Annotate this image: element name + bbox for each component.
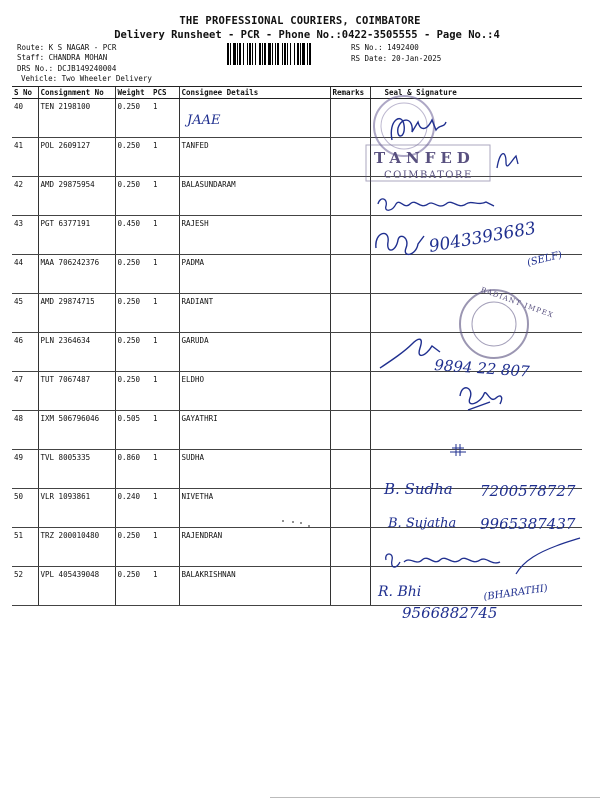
cell-consignment: TUT 7067487: [38, 372, 115, 411]
cell-weight: 0.250: [115, 528, 151, 567]
cell-consignment: AMD 29875954: [38, 177, 115, 216]
cell-remarks: [330, 138, 370, 177]
handwritten-phone-row52: 9566882745: [402, 604, 498, 622]
cell-remarks: [330, 255, 370, 294]
col-header-signature: Seal & Signature: [370, 87, 582, 99]
cell-consignment: POL 2609127: [38, 138, 115, 177]
cell-weight: 0.860: [115, 450, 151, 489]
cell-consignment: TEN 2198100: [38, 99, 115, 138]
cell-pcs: 1: [151, 372, 179, 411]
vehicle-label: Vehicle: Two Wheeler Delivery: [21, 74, 152, 83]
cell-sno: 45: [12, 294, 38, 333]
handwritten-self-note: (SELF): [526, 249, 564, 269]
cell-remarks: [330, 294, 370, 333]
table-row: [12, 567, 582, 606]
cell-consignment: PGT 6377191: [38, 216, 115, 255]
cell-signature: [370, 99, 582, 138]
handwritten-signature-row50: B. Sujatha: [388, 516, 457, 531]
col-header-consignment: Consignment No: [38, 87, 115, 99]
table-row: [12, 216, 582, 255]
cell-signature: [370, 138, 582, 177]
cell-sno: 51: [12, 528, 38, 567]
cell-consignment: MAA 706242376: [38, 255, 115, 294]
cell-weight: 0.250: [115, 177, 151, 216]
cell-pcs: 1: [151, 528, 179, 567]
runsheet-table: [12, 86, 582, 606]
cell-remarks: [330, 567, 370, 606]
cell-signature: [370, 216, 582, 255]
cell-weight: 0.250: [115, 333, 151, 372]
cell-weight: 0.250: [115, 255, 151, 294]
tanfed-stamp-city: COIMBATORE: [384, 170, 473, 181]
handwritten-phone-row46: 9894 22 807: [433, 356, 531, 381]
company-title: THE PROFESSIONAL COURIERS, COIMBATORE: [179, 15, 421, 27]
cell-consignee: RAJESH: [179, 216, 330, 255]
cell-sno: 48: [12, 411, 38, 450]
cell-remarks: [330, 489, 370, 528]
cell-signature: [370, 255, 582, 294]
cell-consignee: BALAKRISHNAN: [179, 567, 330, 606]
cell-pcs: 1: [151, 255, 179, 294]
cell-pcs: 1: [151, 450, 179, 489]
table-row: [12, 255, 582, 294]
cell-consignee: ELDHO: [179, 372, 330, 411]
cell-pcs: 1: [151, 138, 179, 177]
table-row: [12, 450, 582, 489]
cell-consignment: PLN 2364634: [38, 333, 115, 372]
cell-consignee: RAJENDRAN: [179, 528, 330, 567]
cell-signature: [370, 294, 582, 333]
table-row: [12, 372, 582, 411]
cell-signature: [370, 411, 582, 450]
cell-pcs: 1: [151, 99, 179, 138]
table-row: [12, 528, 582, 567]
cell-remarks: [330, 177, 370, 216]
barcode: [227, 43, 342, 65]
table-row: [12, 138, 582, 177]
cell-weight: 0.450: [115, 216, 151, 255]
handwritten-name-row52: (BHARATHI): [482, 583, 549, 603]
cell-consignment: TVL 8005335: [38, 450, 115, 489]
cell-consignment: VLR 1093861: [38, 489, 115, 528]
cell-remarks: [330, 333, 370, 372]
cell-sno: 41: [12, 138, 38, 177]
handwritten-signature-row52: R. Bhi: [378, 584, 422, 600]
table-row: [12, 99, 582, 138]
cell-remarks: [330, 372, 370, 411]
rs-number: RS No.: 1492400: [351, 43, 419, 52]
cell-weight: 0.250: [115, 567, 151, 606]
cell-sno: 44: [12, 255, 38, 294]
col-header-consignee: Consignee Details: [179, 87, 330, 99]
cell-consignee: SUDHA: [179, 450, 330, 489]
handwritten-phone-row49: 7200578727: [480, 482, 576, 500]
cell-sno: 49: [12, 450, 38, 489]
cell-pcs: 1: [151, 216, 179, 255]
col-header-sno: S No: [12, 87, 38, 99]
cell-weight: 0.240: [115, 489, 151, 528]
cell-weight: 0.250: [115, 99, 151, 138]
cell-remarks: [330, 528, 370, 567]
staff-label: Staff: CHANDRA MOHAN: [17, 53, 108, 62]
handwritten-phone-row43: 9043393683: [427, 218, 538, 257]
cell-remarks: [330, 99, 370, 138]
table-row: [12, 177, 582, 216]
cell-consignee: [179, 99, 330, 138]
cell-consignment: VPL 405439048: [38, 567, 115, 606]
col-header-remarks: Remarks: [330, 87, 370, 99]
handwritten-phone-row50: 9965387437: [480, 515, 576, 533]
cell-consignment: AMD 29874715: [38, 294, 115, 333]
cell-sno: 47: [12, 372, 38, 411]
route-label: Route: K S NAGAR - PCR: [17, 43, 117, 52]
cell-sno: 50: [12, 489, 38, 528]
cell-sno: 40: [12, 99, 38, 138]
cell-pcs: 1: [151, 294, 179, 333]
cell-weight: 0.505: [115, 411, 151, 450]
cell-pcs: 1: [151, 489, 179, 528]
cell-consignment: TRZ 200010480: [38, 528, 115, 567]
table-row: [12, 333, 582, 372]
cell-consignee: GAYATHRI: [179, 411, 330, 450]
cell-remarks: [330, 411, 370, 450]
cell-pcs: 1: [151, 177, 179, 216]
table-row: [12, 489, 582, 528]
cell-consignee: TANFED: [179, 138, 330, 177]
cell-consignee: NIVETHA: [179, 489, 330, 528]
cell-weight: 0.250: [115, 138, 151, 177]
runsheet-subtitle: Delivery Runsheet - PCR - Phone No.:0422-3505555 - Page No.:4: [114, 29, 500, 41]
cell-remarks: [330, 450, 370, 489]
cell-consignment: IXM 506796046: [38, 411, 115, 450]
col-header-pcs: PCS: [151, 87, 179, 99]
cell-consignee: BALASUNDARAM: [179, 177, 330, 216]
table-row: [12, 294, 582, 333]
cell-consignee: PADMA: [179, 255, 330, 294]
cell-sno: 52: [12, 567, 38, 606]
cell-weight: 0.250: [115, 372, 151, 411]
cell-signature: [370, 489, 582, 528]
table-header-row: [12, 87, 582, 99]
table-row: [12, 411, 582, 450]
handwritten-signature-row49: B. Sudha: [384, 480, 453, 498]
rs-date: RS Date: 20-Jan-2025: [351, 54, 442, 63]
cell-sno: 42: [12, 177, 38, 216]
tanfed-stamp-text: TANFED: [374, 149, 475, 167]
cell-consignee: GARUDA: [179, 333, 330, 372]
cell-signature: [370, 450, 582, 489]
cell-sno: 43: [12, 216, 38, 255]
cell-pcs: 1: [151, 333, 179, 372]
radiant-stamp-text: RADIANT IMPEX: [479, 285, 555, 320]
cell-signature: [370, 372, 582, 411]
cell-pcs: 1: [151, 411, 179, 450]
cell-signature: [370, 528, 582, 567]
page-edge-line: [270, 797, 600, 798]
cell-signature: [370, 333, 582, 372]
col-header-weight: Weight: [115, 87, 151, 99]
handwritten-consignee: JAAE: [187, 113, 221, 128]
cell-weight: 0.250: [115, 294, 151, 333]
cell-signature: [370, 567, 582, 606]
cell-remarks: [330, 216, 370, 255]
cell-signature: [370, 177, 582, 216]
cell-pcs: 1: [151, 567, 179, 606]
drs-number: DRS No.: DCJB149240004: [17, 64, 117, 73]
cell-sno: 46: [12, 333, 38, 372]
cell-consignee: RADIANT: [179, 294, 330, 333]
